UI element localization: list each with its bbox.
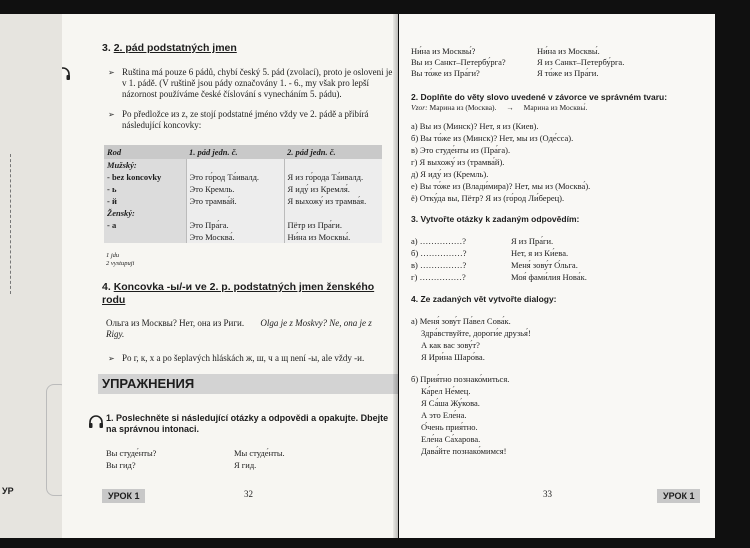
- exercise-3-title: Vytvořte otázky k zadaným odpovědím:: [420, 214, 580, 224]
- exercise-2-item: г) Я выхожу́ из (трамва́й).: [411, 157, 505, 167]
- exercise-3-blank: б) ……………?: [411, 248, 467, 258]
- section-3-heading: [102, 42, 237, 54]
- table-cell-ending: - ь: [104, 183, 186, 195]
- case-endings-table: [104, 145, 382, 243]
- footnote-2: 2 vystupuji: [106, 260, 135, 267]
- headphones-icon: [62, 66, 71, 82]
- exercise-3-answer: Моя́ фами́лия Нова́к.: [511, 272, 587, 282]
- exercise-4-number: 4.: [411, 294, 419, 304]
- exercise-1-question: Вы гид?: [106, 460, 136, 470]
- exercises-heading: УПРАЖНЕНИЯ: [98, 374, 398, 394]
- dialog-question: Вы из Санкт–Петербу́рга?: [411, 57, 506, 67]
- table-cell-ending: [104, 231, 186, 243]
- exercise-3-heading: [411, 214, 579, 224]
- bullet-text-2: Po předložce из z, ze stojí podstatné jméno vždy ve 2. pádě a přibírá následující koncovky:: [122, 109, 369, 130]
- exercise-1-answer: Я гид.: [234, 460, 257, 470]
- exercise-1-heading: [106, 413, 396, 435]
- table-cell-genitive: Пётр из Пра́ги.: [284, 219, 382, 231]
- underlying-page: [0, 14, 68, 538]
- table-cell-nominative: Это го́род Та́ивалд.: [186, 171, 284, 183]
- table-header-nominative: 1. pád jedn. č.: [186, 145, 284, 159]
- page-number: 33: [543, 489, 552, 499]
- page-number: 32: [244, 489, 253, 499]
- exercise-3-answer: Я из Пра́ги.: [511, 236, 554, 246]
- arrow-right-icon: →: [506, 103, 514, 112]
- exercise-2-item: ё) Отку́да вы, Пётр? Я из (го́род Ли́берец).: [411, 193, 565, 203]
- headphones-icon: [88, 414, 104, 430]
- table-group-masculine: Mužský:: [104, 159, 186, 171]
- exercise-2-item: д) Я иду́ из (Кремль).: [411, 169, 489, 179]
- table-cell-nominative: Это Пра́га.: [186, 219, 284, 231]
- table-row: [104, 219, 382, 231]
- table-header-gender: Rod: [104, 145, 186, 159]
- section-4-heading: [102, 281, 392, 307]
- bullet-text-1: Ruština má pouze 6 pádů, chybí český 5. pád (zvolací), proto je osloveni je v 1. pádě. (V ruštině jsou pády označovány 1. - 6., my však pro lepší názornost používáme české číslování s vynecháním 5. pádu).: [122, 67, 393, 99]
- dialog-a-line: Здра́вствуйте, дороги́е друзья́!: [421, 328, 531, 338]
- bullet-arrow-icon: ➢: [108, 354, 115, 363]
- table-cell-genitive: Я из го́рода Та́ивалд.: [284, 171, 382, 183]
- section-3-title: 2. pád podstatných jmen: [113, 42, 237, 54]
- table-row: [104, 171, 382, 183]
- exercise-2-sample: [411, 103, 587, 113]
- dialog-a-line: а) Меня́ зову́т Па́вел Сова́к.: [411, 316, 511, 326]
- exercise-3-blank: а) ……………?: [411, 236, 467, 246]
- dialog-b-line: А это Еле́на.: [421, 410, 467, 420]
- table-cell-ending: - bez koncovky: [104, 171, 186, 183]
- section-3-number: 3.: [102, 42, 111, 54]
- sample-answer: Марина из Москвы́.: [523, 103, 588, 112]
- table-group-feminine: Ženský:: [104, 207, 186, 219]
- exercise-2-item: в) Это студе́нты из (Пра́га).: [411, 145, 511, 155]
- bullet-arrow-icon: ➢: [108, 68, 115, 77]
- exercise-2-item: а) Вы из (Минск)? Нет, я из (Киев).: [411, 121, 539, 131]
- exercise-2-item: б) Вы то́же из (Минск)? Нет, мы из (Оде́сса).: [411, 133, 574, 143]
- table-header-genitive: 2. pád jedn. č.: [284, 145, 382, 159]
- table-cell-nominative: Это Кремль.: [186, 183, 284, 195]
- underlying-text-marks: [10, 154, 14, 294]
- exercise-4-heading: [411, 294, 557, 304]
- table-row: [104, 183, 382, 195]
- exercise-2-number: 2.: [411, 92, 419, 102]
- dialog-b-line: О́чень прия́тно.: [421, 422, 478, 432]
- right-page: [399, 14, 715, 538]
- exercise-4-title: Ze zadaných vět vytvořte dialogy:: [420, 294, 557, 304]
- table-cell-genitive: Я иду́ из Кремля́.: [284, 183, 382, 195]
- dialog-a-line: А как вас зову́т?: [421, 340, 480, 350]
- sample-question: Марина из (Москва).: [429, 103, 497, 112]
- table-cell-genitive: Ни́на из Москвы́.: [284, 231, 382, 243]
- exercise-3-blank: в) ……………?: [411, 260, 467, 270]
- example-sentence: [106, 318, 386, 340]
- bullet-arrow-icon: ➢: [108, 110, 115, 119]
- exercise-1-title: Poslechněte si následující otázky a odpovědi a opakujte. Dbejte na správnou intonaci.: [106, 413, 389, 434]
- exercise-2-heading: [411, 92, 711, 102]
- lesson-footer-label: УРОК 1: [657, 489, 700, 503]
- table-cell-genitive: Я выхожу́ из трамва́я.: [284, 195, 382, 207]
- section-4-title: Koncovka -ы/-и ve 2. p. podstatných jmen ženského rodu: [102, 281, 375, 306]
- exercise-3-answer: Меня́ зову́т О́льга.: [511, 260, 578, 270]
- exercise-1-answer: Мы студе́нты.: [234, 448, 285, 458]
- table-cell-nominative: Это Москва́.: [186, 231, 284, 243]
- exercise-2-title: Doplňte do věty slovo uvedené v závorce ve správném tvaru:: [420, 92, 668, 102]
- table-cell-ending: - й: [104, 195, 186, 207]
- dialog-b-line: б) Прия́тно познако́миться.: [411, 374, 510, 384]
- table-row: [104, 231, 382, 243]
- bullet-text-3: Po г, к, х a po šeplavých hláskách ж, ш, ч a щ není -ы, ale vždy -и.: [122, 353, 365, 363]
- exercise-1-question: Вы студе́нты?: [106, 448, 157, 458]
- section-4-number: 4.: [102, 281, 111, 293]
- dialog-b-line: Дава́йте познако́мимся!: [421, 446, 507, 456]
- exercise-3-number: 3.: [411, 214, 419, 224]
- sample-label: Vzor:: [411, 103, 428, 112]
- dialog-question: Вы то́же из Пра́ги?: [411, 68, 480, 78]
- table-cell-ending: - а: [104, 219, 186, 231]
- table-cell-nominative: Это трамва́й.: [186, 195, 284, 207]
- dialog-question: Ни́на из Москвы́?: [411, 46, 476, 56]
- exercise-1-number: 1.: [106, 413, 114, 423]
- exercise-2-item: е) Вы то́же из (Влади́мира)? Нет, мы из (Москва́).: [411, 181, 591, 191]
- dialog-b-line: Еле́на Са́харова.: [421, 434, 481, 444]
- exercise-3-blank: г) ……………?: [411, 272, 466, 282]
- left-page: [62, 14, 398, 538]
- dialog-b-line: Я Са́ша Жу́кова.: [421, 398, 480, 408]
- footnote-1: 1 jdu: [106, 252, 120, 259]
- dialog-b-line: Ка́рел Не́мец.: [421, 386, 471, 396]
- dialog-answer: Я то́же из Пра́ги.: [537, 68, 599, 78]
- table-row: [104, 195, 382, 207]
- lesson-footer-label: УРОК 1: [102, 489, 145, 503]
- underlying-footer-label: УР: [2, 486, 14, 496]
- dialog-a-line: Я Ири́на Шаро́ва.: [421, 352, 485, 362]
- dialog-answer: Ни́на из Москвы́.: [537, 46, 600, 56]
- exercise-3-answer: Нет, я из Ки́ева.: [511, 248, 569, 258]
- dialog-answer: Я из Санкт–Петербу́рга.: [537, 57, 625, 67]
- example-czech: Olga je z Moskvy? Ne, ona je z Rigy.: [106, 318, 372, 339]
- example-russian: Ольга из Москвы? Нет, она из Риги.: [106, 318, 245, 328]
